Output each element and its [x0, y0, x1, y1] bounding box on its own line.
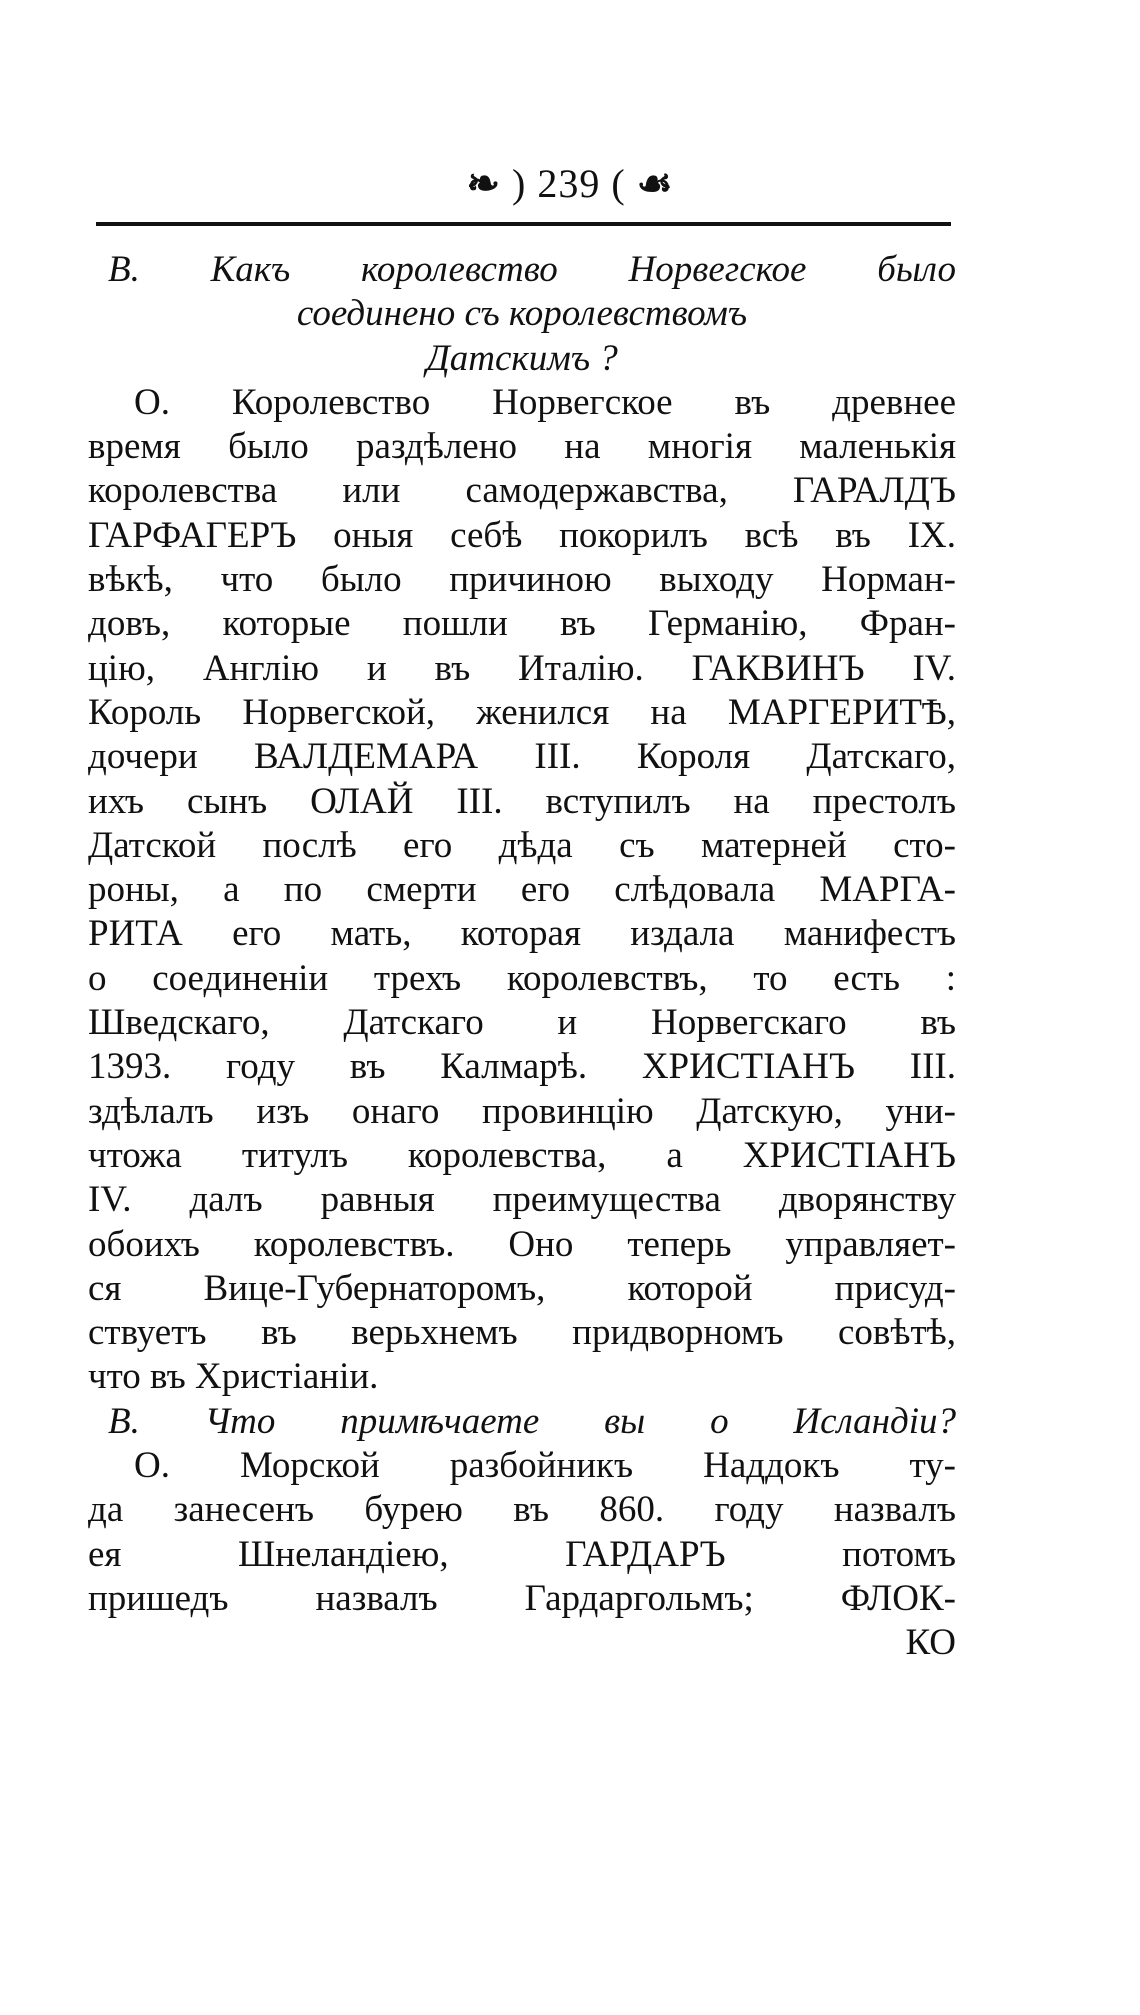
answer-line: здѣлалъ изъ онаго провинцію Датскую, уни- [88, 1090, 956, 1132]
ornament-right-icon: ☙ [636, 161, 674, 206]
answer-line: да занесенъ бурею въ 860. году назвалъ [88, 1489, 956, 1531]
question-line: В. Что примѣчаете вы о Исландіи? [108, 1400, 956, 1442]
page-header [0, 160, 1140, 207]
answer-line: вѣкѣ, что было причиною выходу Норман- [88, 559, 956, 601]
question-line: соединено съ королевствомъ [296, 293, 748, 335]
answer-line: Датской послѣ его дѣда съ матерней сто- [88, 824, 956, 866]
answer-line: ся Вице-Губернаторомъ, которой присуд- [88, 1267, 956, 1309]
answer-line: Король Норвегской, женился на МАРГЕРИТѢ, [88, 691, 956, 733]
answer-line: ея Шнеландіею, ГАРДАРЪ потомъ [88, 1533, 956, 1575]
question-line: В. Какъ королевство Норвегское было [108, 249, 956, 290]
answer-line: О. Морской разбойникъ Наддокъ ту- [134, 1445, 956, 1487]
answer-line: цію, Англію и въ Италію. ГАКВИНЪ IV. [88, 647, 956, 689]
answer-line: ихъ сынъ ОЛАЙ III. вступилъ на престолъ [88, 780, 956, 822]
answer-line: о соединеніи трехъ королевствъ, то есть : [88, 957, 956, 999]
answer-line: ствуетъ въ верьхнемъ придворномъ совѣтѣ, [88, 1312, 956, 1354]
answer-line: обоихъ королевствъ. Оно теперь управляет- [88, 1223, 956, 1265]
question-line: Датскимъ ? [426, 337, 618, 379]
answer-line: 1393. году въ Калмарѣ. ХРИСТІАНЪ III. [88, 1046, 956, 1088]
answer-line: дочери ВАЛДЕМАРА III. Короля Датскаго, [88, 736, 956, 778]
answer-line: IV. далъ равныя преимущества дворянству [88, 1179, 956, 1221]
page-number: ) 239 ( [512, 161, 626, 206]
answer-line: что въ Христіаніи. [88, 1356, 379, 1398]
body-text [88, 248, 956, 1666]
answer-line: роны, а по смерти его слѣдовала МАРГА- [88, 869, 956, 911]
answer-line: ГАРФАГЕРЪ оныя себѣ покорилъ всѣ въ IX. [88, 514, 956, 556]
answer-line: королевства или самодержавства, ГАРАЛДЪ [88, 470, 956, 512]
header-rule [96, 222, 951, 226]
answer-line: чтожа титулъ королевства, а ХРИСТІАНЪ [88, 1134, 956, 1176]
ornament-left-icon: ❧ [466, 161, 501, 206]
answer-line: Шведскаго, Датскаго и Норвегскаго въ [88, 1002, 956, 1044]
answer-line: О. Королевство Норвегское въ древнее [134, 381, 956, 423]
answer-line: РИТА его мать, которая издала манифестъ [88, 913, 956, 955]
answer-line: время было раздѣлено на многія маленькія [88, 426, 956, 468]
catchword: КО [905, 1622, 956, 1664]
answer-line: довъ, которые пошли въ Германію, Фран- [88, 603, 956, 645]
answer-line: пришедъ назвалъ Гардаргольмъ; ФЛОК- [88, 1577, 956, 1619]
